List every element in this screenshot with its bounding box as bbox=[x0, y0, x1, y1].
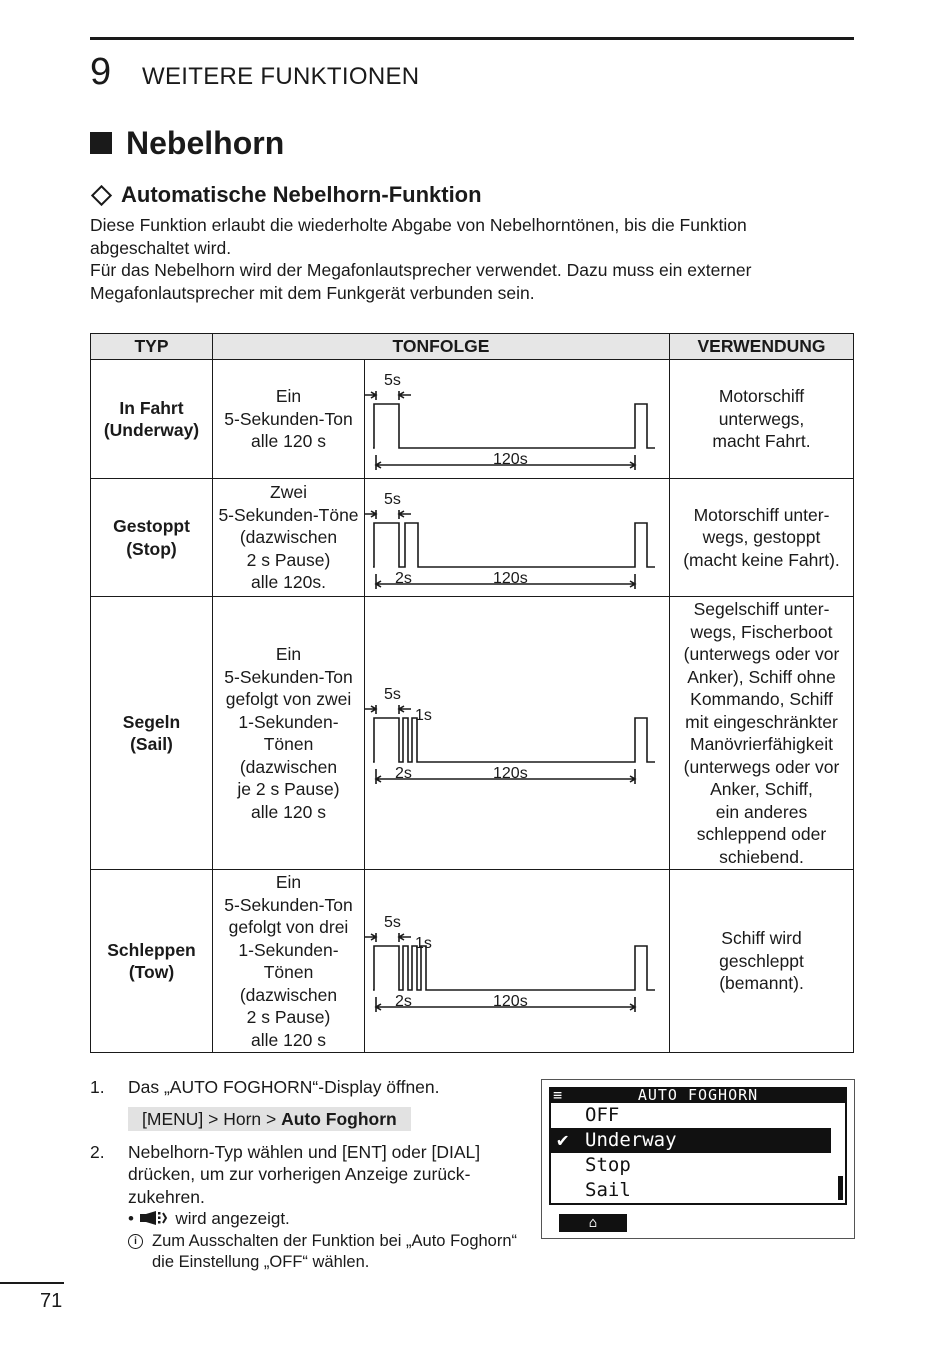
menu-path-prefix: [MENU] > Horn > bbox=[142, 1108, 282, 1129]
tonfolge-text-cell bbox=[213, 597, 365, 870]
lcd-title-bar bbox=[549, 1087, 847, 1103]
cell-line: Tönen bbox=[263, 734, 314, 754]
tone-waveform bbox=[373, 523, 655, 567]
tonfolge-text-cell bbox=[213, 360, 365, 479]
header-verwendung: VERWENDUNG bbox=[670, 334, 854, 360]
label-1s: 1s bbox=[415, 935, 432, 952]
lcd-scrollbar-thumb[interactable] bbox=[838, 1176, 843, 1200]
cell-line: Segeln bbox=[122, 711, 181, 732]
cell-line: geschleppt bbox=[719, 950, 804, 971]
cell-line: (dazwischen bbox=[239, 756, 338, 777]
cell-line: unterwegs, bbox=[718, 408, 805, 429]
footer-rule bbox=[0, 1282, 64, 1284]
table-row bbox=[91, 479, 854, 597]
tone-diagram bbox=[365, 479, 668, 596]
cell-line: ein anderes bbox=[715, 801, 808, 822]
arrow-5s-right bbox=[399, 706, 411, 712]
arrow-5s-right bbox=[399, 934, 411, 940]
arrow-5s-right bbox=[399, 511, 411, 517]
cell-line: 1-Sekunden- bbox=[238, 711, 339, 732]
tonfolge-diagram-cell bbox=[365, 597, 670, 870]
lcd-display bbox=[549, 1086, 847, 1231]
label-5s: 5s bbox=[384, 372, 401, 389]
arrow-5s-left bbox=[365, 392, 376, 398]
cell-line: 2 s Pause) bbox=[246, 1007, 331, 1027]
typ-cell bbox=[91, 479, 213, 597]
intro-paragraph-2: Für das Nebelhorn wird der Megafonlautsprecher verwendet. Dazu muss ein externer Megafonlautsprecher mit dem Funkgerät verbunden sein. bbox=[90, 260, 752, 303]
cell-line: alle 120 s bbox=[251, 801, 326, 822]
label-2s: 2s bbox=[395, 570, 412, 587]
verwendung-cell bbox=[670, 597, 854, 870]
header-typ: TYP bbox=[91, 334, 213, 360]
arrow-5s-left bbox=[365, 934, 376, 940]
cell-line: (dazwischen bbox=[239, 984, 338, 1005]
step-1 bbox=[90, 1076, 530, 1141]
cell-line: alle 120s. bbox=[251, 572, 326, 593]
square-bullet-icon bbox=[90, 132, 112, 154]
cell-line: (macht keine Fahrt). bbox=[683, 549, 840, 570]
table-row bbox=[91, 360, 854, 479]
cell-line: Segelschiff unter- bbox=[693, 599, 830, 619]
tone-diagram bbox=[365, 360, 668, 478]
lcd-option-underway[interactable] bbox=[551, 1128, 831, 1153]
step-text: Das „AUTO FOGHORN“-Display öffnen. bbox=[128, 1077, 440, 1097]
cell-line: 2 s Pause) bbox=[246, 549, 331, 570]
diagram-group bbox=[365, 686, 655, 784]
table-row bbox=[91, 597, 854, 870]
menu-path bbox=[128, 1107, 411, 1131]
cell-line: 5-Sekunden-Ton bbox=[224, 408, 353, 429]
header-tonfolge: TONFOLGE bbox=[213, 334, 670, 360]
cell-line: Gestoppt bbox=[113, 516, 190, 536]
cell-line: je 2 s Pause) bbox=[237, 779, 340, 799]
cell-line: alle 120 s bbox=[251, 431, 326, 452]
cell-line: (Stop) bbox=[126, 538, 177, 559]
cell-line: Ein bbox=[275, 644, 302, 664]
lcd-screenshot bbox=[541, 1079, 855, 1239]
typ-cell bbox=[91, 597, 213, 870]
lcd-option-label: Sail bbox=[585, 1179, 631, 1201]
cell-line: Manövrierfähigkeit bbox=[690, 734, 833, 754]
tone-waveform bbox=[373, 404, 655, 448]
cell-line: schiebend. bbox=[719, 846, 804, 867]
cell-line: Motorschiff bbox=[718, 386, 805, 407]
cell-line: wegs, gestoppt bbox=[702, 527, 821, 548]
cell-line: (Underway) bbox=[103, 420, 200, 440]
cell-line: In Fahrt bbox=[119, 397, 184, 418]
instruction-steps bbox=[90, 1076, 530, 1274]
arrow-5s-right bbox=[399, 392, 411, 398]
arrow-5s-left bbox=[365, 511, 376, 517]
cell-line: Motorschiff unter- bbox=[693, 504, 830, 525]
cell-line: 5-Sekunden-Ton bbox=[224, 894, 353, 915]
label-5s: 5s bbox=[384, 914, 401, 931]
tonfolge-diagram-cell bbox=[365, 870, 670, 1053]
label-5s: 5s bbox=[384, 491, 401, 508]
cell-line: (dazwischen bbox=[239, 527, 338, 548]
tone-waveform bbox=[373, 718, 655, 762]
verwendung-cell bbox=[670, 479, 854, 597]
label-120s: 120s bbox=[493, 765, 528, 782]
foghorn-icon bbox=[139, 1211, 171, 1225]
cell-line: Schiff wird bbox=[721, 928, 802, 949]
cell-line: (Sail) bbox=[130, 734, 173, 754]
label-120s: 120s bbox=[493, 451, 528, 468]
section-heading bbox=[90, 124, 284, 162]
label-1s: 1s bbox=[415, 707, 432, 724]
cell-line: (unterwegs oder vor bbox=[683, 756, 840, 777]
subsection-heading bbox=[90, 181, 482, 209]
step-number: 1. bbox=[90, 1077, 105, 1097]
cell-line: alle 120 s bbox=[251, 1029, 326, 1050]
verwendung-cell bbox=[670, 360, 854, 479]
label-5s: 5s bbox=[384, 686, 401, 703]
lcd-scrollbar[interactable] bbox=[838, 1106, 843, 1200]
note-text: Zum Ausschalten der Funktion bei „Auto Foghorn“ die Einstellung „OFF“ wählen. bbox=[152, 1231, 518, 1271]
chapter-number: 9 bbox=[90, 51, 112, 93]
cell-line: (bemannt). bbox=[719, 973, 804, 994]
label-120s: 120s bbox=[493, 993, 528, 1010]
cell-line: mit eingeschränkter bbox=[685, 711, 838, 732]
cell-line: Kommando, Schiff bbox=[690, 689, 833, 709]
cell-line: Zwei bbox=[270, 482, 307, 503]
cell-line: Ein bbox=[275, 386, 302, 407]
table-row bbox=[91, 870, 854, 1053]
step-number: 2. bbox=[90, 1141, 105, 1162]
foghorn-table bbox=[90, 333, 854, 1053]
cell-line: gefolgt von zwei bbox=[225, 689, 352, 709]
typ-cell bbox=[91, 870, 213, 1053]
diagram-group bbox=[365, 914, 655, 1012]
lcd-option-stop[interactable] bbox=[551, 1153, 845, 1178]
tonfolge-diagram-cell bbox=[365, 360, 670, 479]
bullet-line: • wird angezeigt. bbox=[128, 1209, 290, 1228]
step-2 bbox=[90, 1141, 530, 1274]
cell-line: 1-Sekunden- bbox=[238, 939, 339, 960]
section-title: Nebelhorn bbox=[126, 125, 285, 161]
tonfolge-text-cell bbox=[213, 870, 365, 1053]
tonfolge-text-cell bbox=[213, 479, 365, 597]
cell-line: Anker, Schiff, bbox=[710, 779, 813, 799]
cell-line: gefolgt von drei bbox=[228, 917, 349, 937]
label-2s: 2s bbox=[395, 765, 412, 782]
bullet-text: wird angezeigt. bbox=[175, 1209, 290, 1228]
cell-line: (Tow) bbox=[128, 962, 175, 982]
cell-line: Ein bbox=[275, 872, 302, 892]
check-icon: ✔ bbox=[557, 1129, 569, 1151]
note bbox=[128, 1231, 530, 1274]
diagram-group bbox=[365, 372, 655, 470]
tone-waveform bbox=[373, 946, 655, 990]
intro-paragraph-1: Diese Funktion erlaubt die wiederholte Abgabe von Nebelhorntönen, bis die Funktion abgeschaltet wird. bbox=[90, 215, 747, 258]
menu-icon: ≡ bbox=[553, 1086, 564, 1104]
cell-line: wegs, Fischerboot bbox=[690, 621, 833, 642]
cell-line: Tönen bbox=[263, 962, 314, 982]
lcd-option-off[interactable] bbox=[551, 1103, 845, 1128]
label-120s: 120s bbox=[493, 570, 528, 587]
info-icon: i bbox=[128, 1234, 143, 1249]
cell-line: macht Fahrt. bbox=[712, 431, 811, 452]
top-rule bbox=[90, 37, 854, 40]
arrow-5s-left bbox=[365, 706, 376, 712]
cell-line: Anker), Schiff ohne bbox=[687, 666, 836, 687]
lcd-title: AUTO FOGHORN bbox=[637, 1086, 759, 1104]
tonfolge-diagram-cell bbox=[365, 479, 670, 597]
cell-line: 5-Sekunden-Ton bbox=[224, 666, 353, 687]
home-icon: ⌂ bbox=[588, 1215, 598, 1231]
lcd-option-label: OFF bbox=[585, 1104, 620, 1126]
cell-line: (unterwegs oder vor bbox=[683, 644, 840, 664]
step-text: Nebelhorn-Typ wählen und [ENT] oder [DIAL] drücken, um zur vorherigen Anzeige zurückzukehren. bbox=[128, 1141, 481, 1207]
chapter-title: WEITERE FUNKTIONEN bbox=[142, 63, 420, 90]
menu-path-target: Auto Foghorn bbox=[281, 1108, 397, 1129]
page-number: 71 bbox=[40, 1290, 63, 1312]
lcd-option-sail[interactable] bbox=[551, 1178, 845, 1203]
diamond-icon bbox=[91, 184, 112, 205]
cell-line: Schleppen bbox=[107, 939, 196, 960]
lcd-home-softkey[interactable] bbox=[559, 1214, 627, 1232]
intro-text bbox=[90, 214, 850, 304]
tone-diagram bbox=[365, 597, 668, 869]
diagram-group bbox=[365, 491, 655, 589]
cell-line: 5-Sekunden-Töne bbox=[218, 504, 359, 525]
typ-cell bbox=[91, 360, 213, 479]
verwendung-cell bbox=[670, 870, 854, 1053]
cell-line: schleppend oder bbox=[696, 824, 827, 844]
lcd-option-label: Underway bbox=[585, 1129, 677, 1151]
subsection-title: Automatische Nebelhorn-Funktion bbox=[121, 182, 482, 207]
table-header-row bbox=[91, 334, 854, 360]
label-2s: 2s bbox=[395, 993, 412, 1010]
lcd-option-label: Stop bbox=[585, 1154, 631, 1176]
tone-diagram bbox=[365, 870, 668, 1052]
lcd-option-list bbox=[549, 1103, 847, 1205]
